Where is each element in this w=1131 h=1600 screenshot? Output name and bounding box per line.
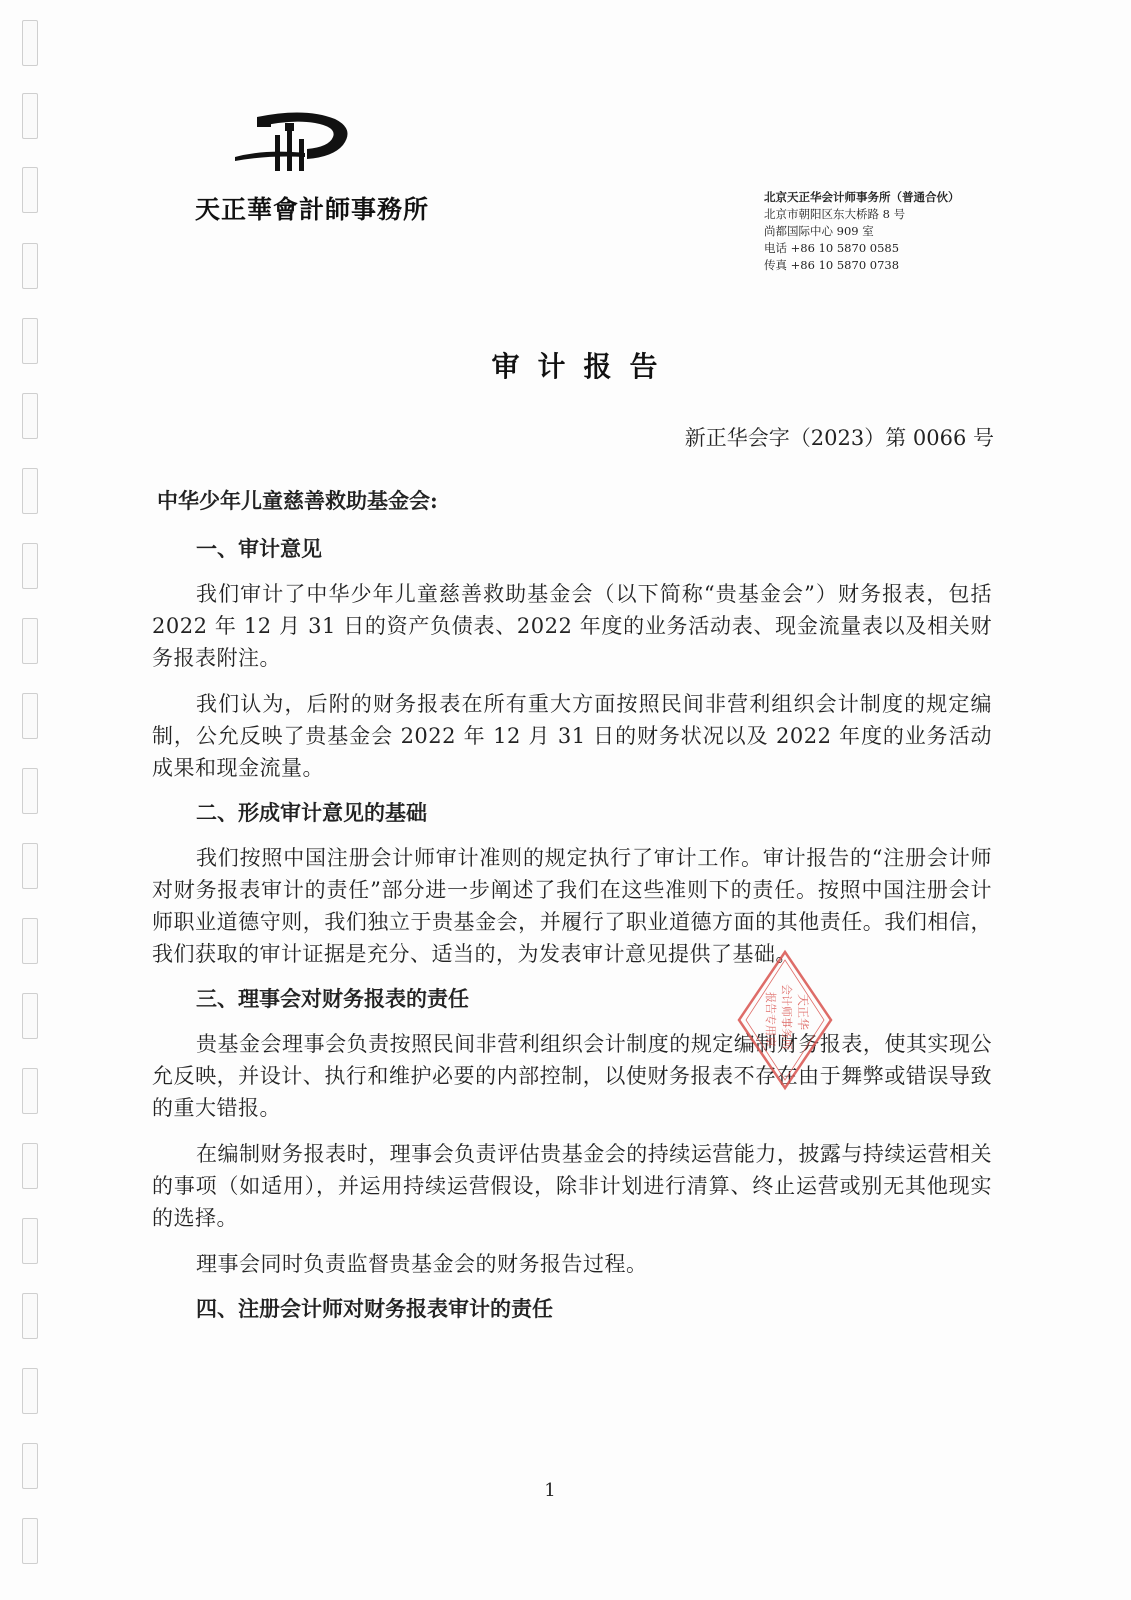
binding-hole [22,693,38,739]
seal-text: 报告专用章 [764,992,777,1047]
binding-hole [22,618,38,664]
seal-text: 会计师事务所 [780,984,793,1050]
page-title: 审计报告 [491,350,676,383]
section-heading: 一、审计意见 [196,536,322,561]
binding-hole [22,1218,38,1264]
binding-hole [22,93,38,139]
phone-number: 电话 +86 10 5870 0585 [764,241,900,255]
paragraph: 我们认为，后附的财务报表在所有重大方面按照民间非营利组织会计制度的规定编制，公允反映了贵基金会 2022 年 12 月 31 日的财务状况以及 2022 年度的业务活动成果和现金流量。 [152,692,992,780]
page-number: 1 [544,1480,556,1501]
section-heading: 四、注册会计师对财务报表审计的责任 [196,1296,553,1321]
binding-hole [22,1143,38,1189]
firm-name: 北京天正华会计师事务所（普通合伙） [764,190,960,204]
binding-hole [22,843,38,889]
report-body [152,488,992,1338]
binding-hole [22,1518,38,1564]
binding-hole [22,393,38,439]
binding-hole [22,20,38,66]
paragraph: 理事会同时负责监督贵基金会的财务报告过程。 [196,1252,648,1276]
paragraph: 我们审计了中华少年儿童慈善救助基金会（以下简称“贵基金会”）财务报表，包括 2022 年 12 月 31 日的资产负债表、2022 年度的业务活动表、现金流量表以及相关财务报表附注。 [152,582,992,670]
binding-hole [22,243,38,289]
binding-hole [22,167,38,213]
report-reference-number: 新正华会字（2023）第 0066 号 [684,426,994,450]
address-line: 北京市朝阳区东大桥路 8 号 [764,207,906,221]
firm-address-block [764,189,960,274]
addressee: 中华少年儿童慈善救助基金会: [157,488,438,513]
binding-hole [22,1293,38,1339]
binding-hole [22,543,38,589]
firm-logo-text: 天正華會計師事務所 [195,195,430,224]
binding-hole [22,1368,38,1414]
official-seal-icon [735,948,835,1093]
address-line: 尚都国际中心 909 室 [764,224,874,238]
binding-hole [22,918,38,964]
binding-holes [22,15,42,1595]
binding-hole [22,1068,38,1114]
fax-number: 传真 +86 10 5870 0738 [764,258,900,272]
binding-hole [22,768,38,814]
section-heading: 三、理事会对财务报表的责任 [196,986,469,1011]
paragraph: 我们按照中国注册会计师审计准则的规定执行了审计工作。审计报告的“注册会计师对财务报表审计的责任”部分进一步阐述了我们在这些准则下的责任。按照中国注册会计师职业道德守则，我们独立于贵基金会，并履行了职业道德方面的其他责任。我们相信，我们获取的审计证据是充分、适当的，为发表审计意见提供了基础。 [152,846,992,966]
binding-hole [22,468,38,514]
paragraph: 贵基金会理事会负责按照民间非营利组织会计制度的规定编制财务报表，使其实现公允反映，并设计、执行和维护必要的内部控制，以使财务报表不存在由于舞弊或错误导致的重大错报。 [152,1032,992,1120]
seal-text: 天正华 [796,994,810,1031]
paragraph: 在编制财务报表时，理事会负责评估贵基金会的持续运营能力，披露与持续运营相关的事项（如适用），并运用持续运营假设，除非计划进行清算、终止运营或别无其他现实的选择。 [152,1142,992,1230]
binding-hole [22,993,38,1039]
section-heading: 二、形成审计意见的基础 [196,800,427,825]
